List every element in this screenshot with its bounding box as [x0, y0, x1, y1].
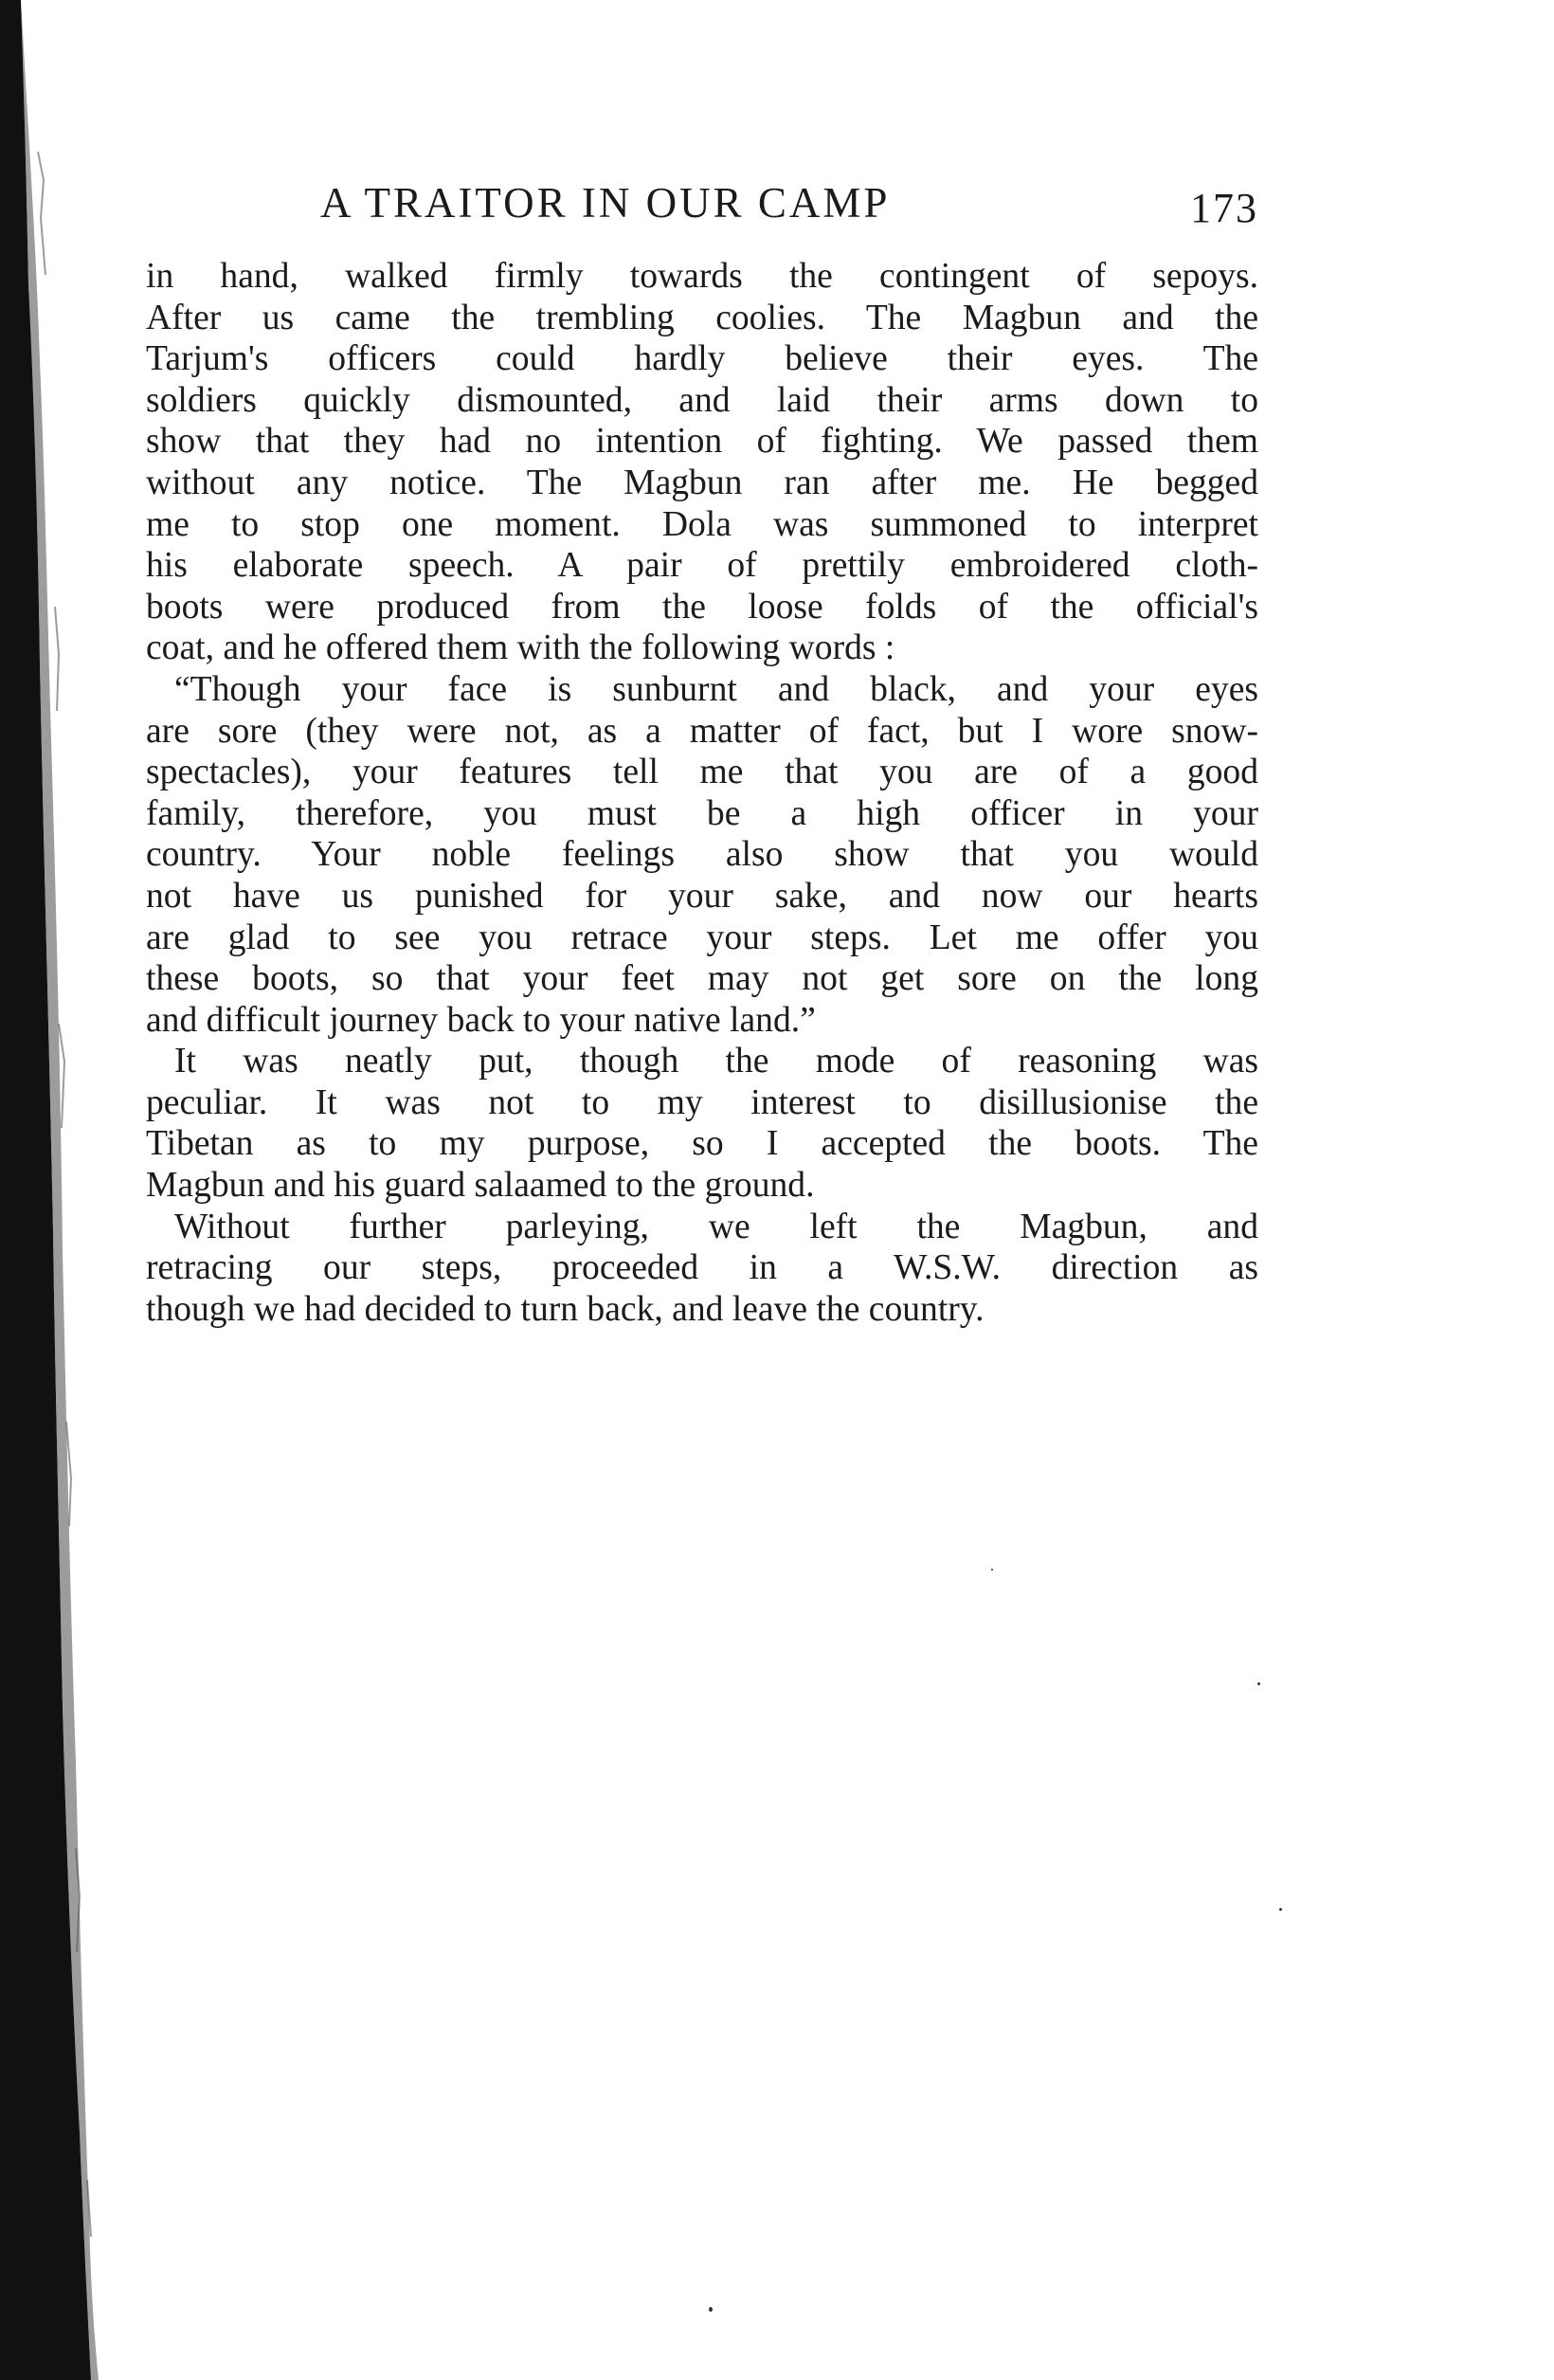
text-line: his elaborate speech. A pair of prettily embroidered cloth-: [146, 546, 1258, 586]
paragraph: [146, 1041, 1258, 1206]
text-line: Without further parleying, we left the Magbun, and: [174, 1207, 1258, 1246]
paragraph: [146, 669, 1258, 1041]
text-line: “Though your face is sunburnt and black, and your eyes: [174, 669, 1258, 709]
text-line: spectacles), your features tell me that you are of a good: [146, 753, 1258, 792]
page-number: 173: [1190, 185, 1258, 231]
text-line: After us came the trembling coolies. The Magbun and the: [146, 298, 1258, 337]
text-line: and difficult journey back to your native land.”: [146, 1000, 816, 1040]
text-line: Tibetan as to my purpose, so I accepted the boots. The: [146, 1124, 1258, 1164]
scan-speck: [1257, 1682, 1260, 1685]
paragraph: [146, 1207, 1258, 1331]
text-line: are glad to see you retrace your steps. Let me offer you: [146, 917, 1258, 957]
text-line: Tarjum's officers could hardly believe their eyes. The: [146, 339, 1258, 379]
text-line: Magbun and his guard salaamed to the ground.: [146, 1166, 815, 1206]
text-line: country. Your noble feelings also show that you would: [146, 835, 1258, 875]
text-line: are sore (they were not, as a matter of fact, but I wore snow-: [146, 711, 1258, 751]
text-line: soldiers quickly dismounted, and laid their arms down to: [146, 380, 1258, 420]
text-line: though we had decided to turn back, and leave the country.: [146, 1289, 985, 1329]
text-line: without any notice. The Magbun ran after me. He begged: [146, 463, 1258, 502]
text-line: family, therefore, you must be a high officer in your: [146, 793, 1258, 833]
body-text: [146, 256, 1258, 1330]
text-line: me to stop one moment. Dola was summoned to interpret: [146, 504, 1258, 544]
text-line: peculiar. It was not to my interest to disillusionise the: [146, 1082, 1258, 1122]
page-binding-edge: [0, 0, 106, 2380]
text-line: these boots, so that your feet may not get sore on the long: [146, 959, 1258, 999]
text-line: boots were produced from the loose folds of the official's: [146, 587, 1258, 627]
text-line: in hand, walked firmly towards the contingent of sepoys.: [146, 257, 1258, 296]
text-line: not have us punished for your sake, and now our hearts: [146, 876, 1258, 916]
text-line: show that they had no intention of fighting. We passed them: [146, 422, 1258, 462]
page-header: [320, 178, 1258, 235]
running-head: A TRAITOR IN OUR CAMP: [320, 179, 891, 227]
paragraph: [146, 256, 1258, 669]
text-line: retracing our steps, proceeded in a W.S.W. direction as: [146, 1248, 1258, 1288]
scan-speck: [1279, 1908, 1282, 1911]
scan-speck: [991, 1569, 993, 1571]
scan-speck: [709, 2307, 713, 2312]
text-line: coat, and he offered them with the following words :: [146, 628, 895, 668]
text-line: It was neatly put, though the mode of reasoning was: [174, 1042, 1258, 1081]
